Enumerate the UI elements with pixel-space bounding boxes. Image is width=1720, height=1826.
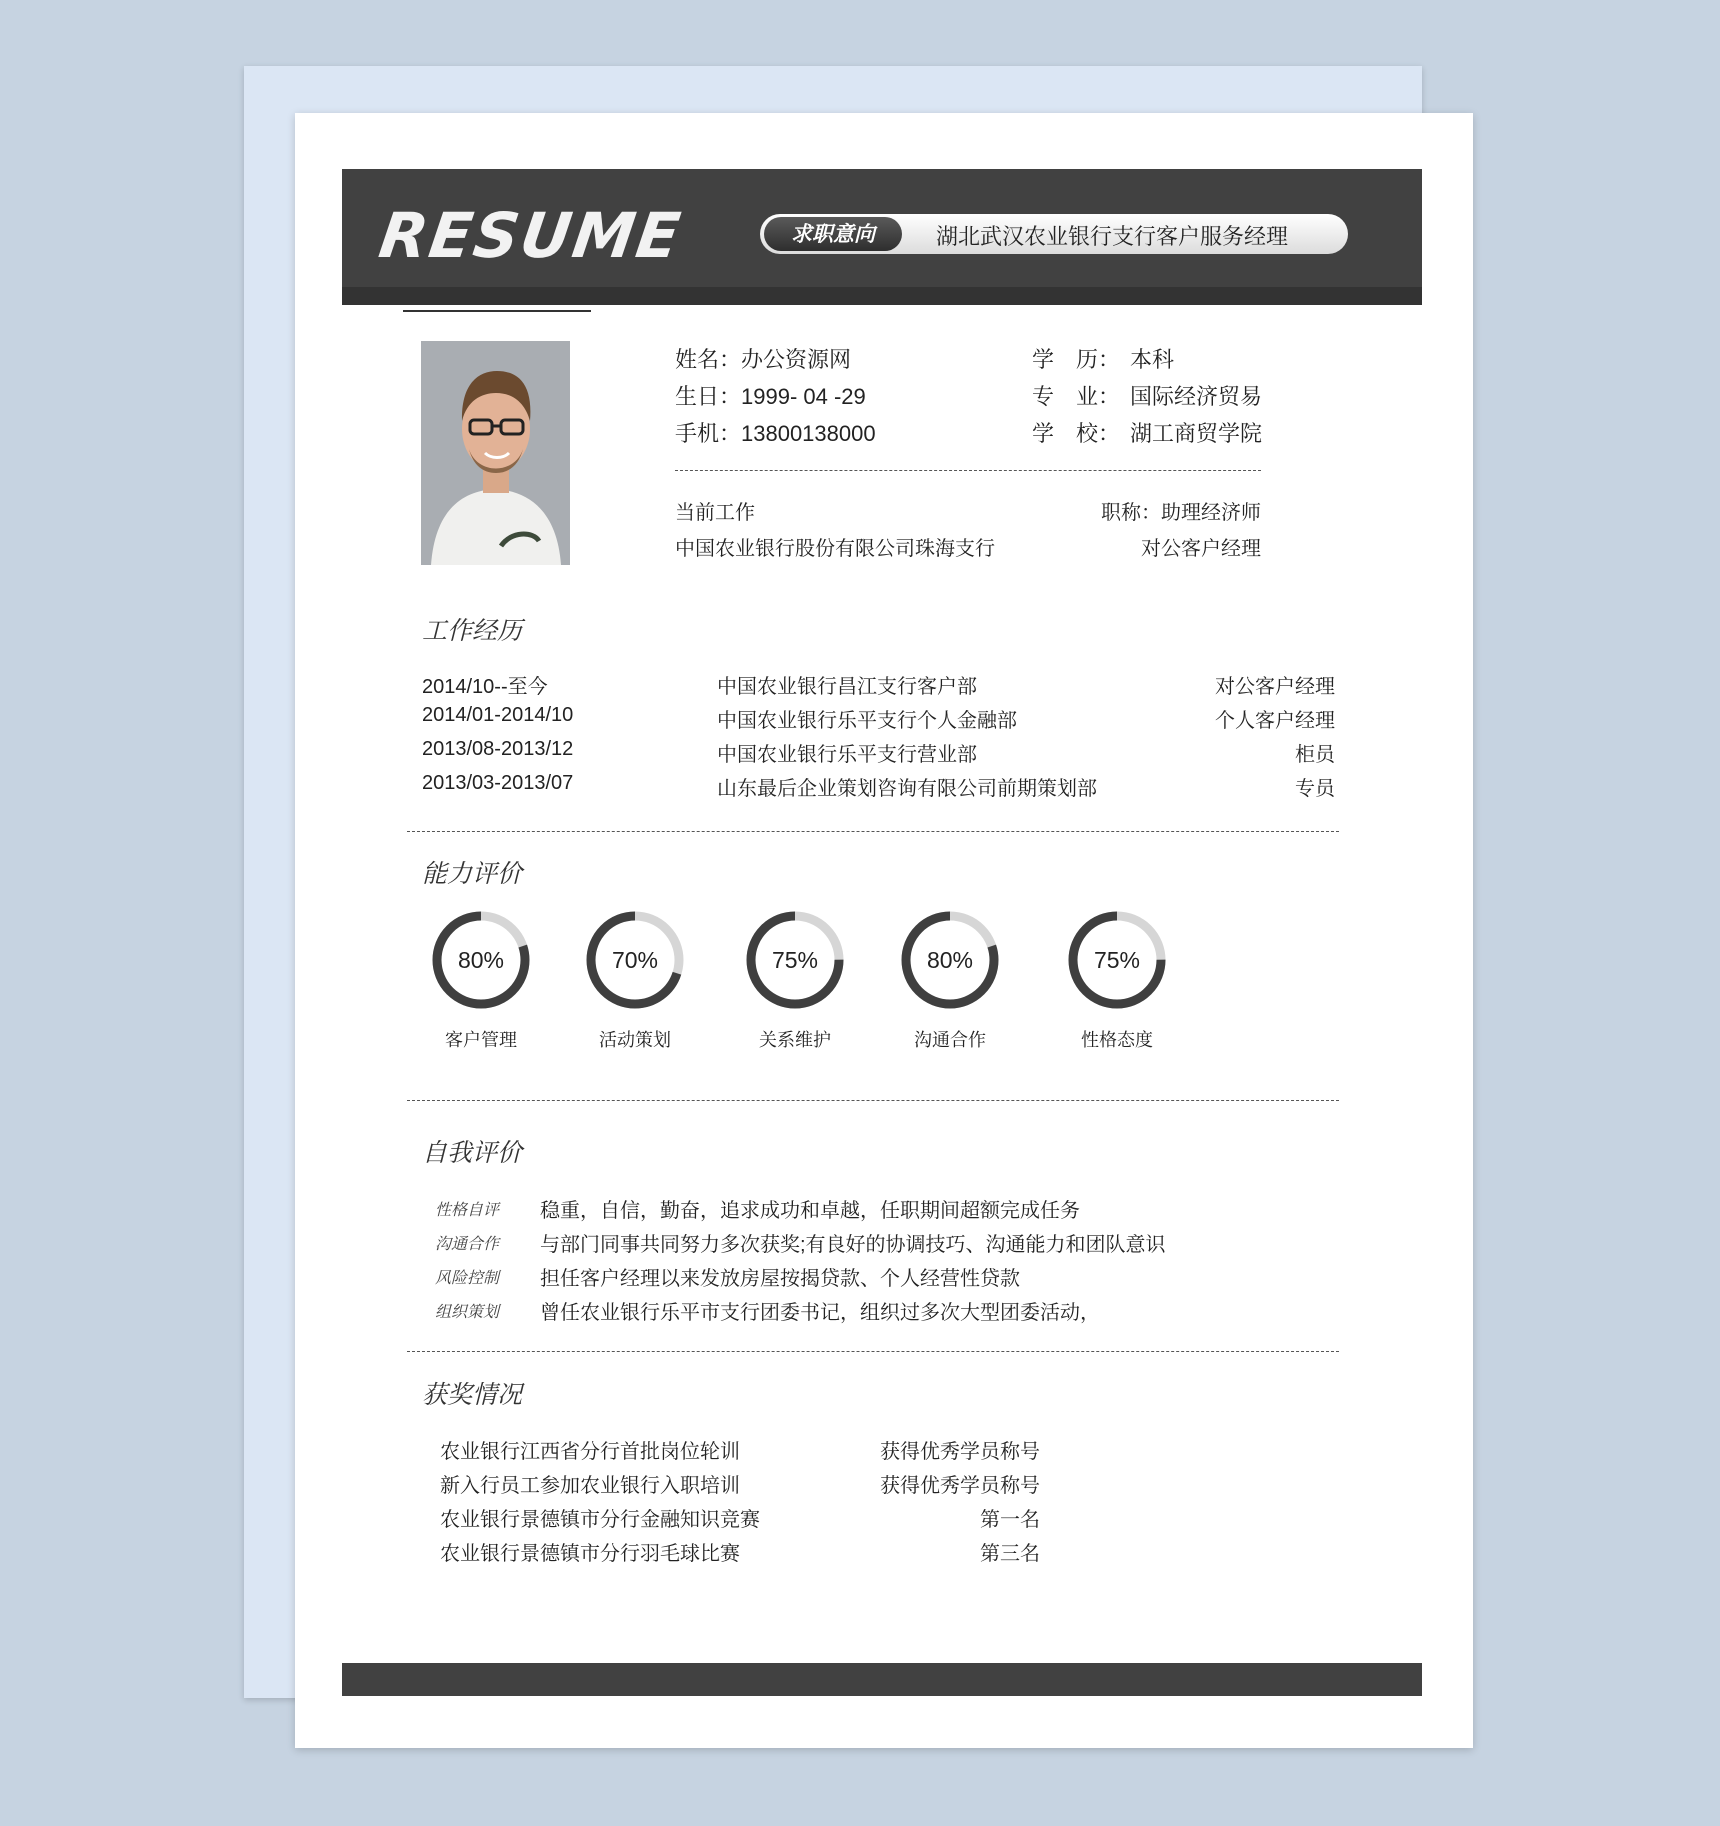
header-band [342, 169, 1422, 305]
current-job-label: 当前工作 [675, 502, 755, 524]
resume-title: RESUME [374, 199, 687, 272]
skill-percent: 70% [611, 947, 659, 973]
award-name: 农业银行景德镇市分行金融知识竞赛 [440, 1509, 760, 1531]
award-result: 获得优秀学员称号 [880, 1441, 1040, 1463]
award-result: 获得优秀学员称号 [880, 1475, 1040, 1497]
skill-percent: 80% [926, 947, 974, 973]
skill-label: 沟通合作 [914, 1030, 986, 1051]
self-eval-section-title: 自我评价 [422, 1138, 523, 1167]
major-value: 国际经济贸易 [1130, 384, 1263, 409]
work-period: 2013/08-2013/12 [422, 738, 574, 760]
eval-value: 曾任农业银行乐平市支行团委书记，组织过多次大型团委活动， [540, 1302, 1100, 1324]
section-divider [407, 1100, 1339, 1101]
work-period: 2014/10--至今 [422, 676, 548, 698]
education-label: 学 历： [1032, 347, 1121, 372]
work-org: 中国农业银行乐平支行个人金融部 [717, 710, 1017, 732]
work-role: 个人客户经理 [1215, 710, 1335, 732]
work-role: 柜员 [1295, 744, 1335, 766]
eval-key: 组织策划 [435, 1302, 500, 1321]
awards-section-title: 获奖情况 [422, 1380, 523, 1409]
current-company: 中国农业银行股份有限公司珠海支行 [675, 538, 995, 560]
award-name: 新入行员工参加农业银行入职培训 [440, 1475, 740, 1497]
work-period: 2014/01-2014/10 [422, 704, 574, 726]
header-stripe [342, 287, 1422, 305]
skill-gauge [580, 908, 690, 1052]
skill-ring [1065, 908, 1169, 1012]
award-name: 农业银行景德镇市分行羽毛球比赛 [440, 1543, 740, 1565]
header-underline [403, 310, 591, 312]
work-org: 山东最后企业策划咨询有限公司前期策划部 [717, 778, 1097, 800]
work-role: 专员 [1295, 778, 1335, 800]
skill-gauge [895, 908, 1005, 1052]
major-label: 专 业： [1032, 384, 1121, 409]
award-result: 第一名 [980, 1509, 1040, 1531]
skill-gauge [1062, 908, 1172, 1052]
award-name: 农业银行江西省分行首批岗位轮训 [440, 1441, 740, 1463]
school-value: 湖工商贸学院 [1130, 421, 1263, 446]
person-portrait-icon [421, 341, 570, 565]
skill-label: 客户管理 [445, 1030, 517, 1051]
footer-band [342, 1663, 1422, 1696]
job-title-field: 职称：助理经济师 [1101, 502, 1261, 524]
eval-value: 与部门同事共同努力多次获奖;有良好的协调技巧、沟通能力和团队意识 [540, 1234, 1166, 1256]
phone-field: 手机：13800138000 [675, 421, 876, 446]
work-section-title: 工作经历 [422, 616, 523, 645]
job-intent-pill [760, 214, 1348, 254]
section-divider [407, 1351, 1339, 1352]
skill-ring [429, 908, 533, 1012]
eval-key: 性格自评 [435, 1200, 500, 1219]
skill-gauge [740, 908, 850, 1052]
work-period: 2013/03-2013/07 [422, 772, 574, 794]
work-role: 对公客户经理 [1215, 676, 1335, 698]
eval-value: 稳重，自信，勤奋，追求成功和卓越，任职期间超额完成任务 [540, 1200, 1080, 1222]
skill-gauge [426, 908, 536, 1052]
work-org: 中国农业银行乐平支行营业部 [717, 744, 977, 766]
section-divider [407, 831, 1339, 832]
education-value: 本科 [1130, 347, 1175, 372]
resume-sheet [295, 113, 1473, 1748]
award-result: 第三名 [980, 1543, 1040, 1565]
skill-ring [583, 908, 687, 1012]
skill-percent: 80% [457, 947, 505, 973]
job-intent-tag: 求职意向 [764, 217, 902, 251]
school-label: 学 校： [1032, 421, 1121, 446]
skill-percent: 75% [771, 947, 819, 973]
eval-key: 风险控制 [435, 1268, 500, 1287]
info-divider [675, 470, 1261, 471]
eval-value: 担任客户经理以来发放房屋按揭贷款、个人经营性贷款 [540, 1268, 1020, 1290]
current-position: 对公客户经理 [1141, 538, 1261, 560]
skill-label: 活动策划 [599, 1030, 671, 1051]
eval-key: 沟通合作 [435, 1234, 500, 1253]
skill-percent: 75% [1093, 947, 1141, 973]
birthday-field: 生日：1999- 04 -29 [675, 384, 866, 409]
work-org: 中国农业银行昌江支行客户部 [717, 676, 977, 698]
name-field: 姓名：办公资源网 [675, 347, 852, 372]
skill-ring [898, 908, 1002, 1012]
job-intent-text: 湖北武汉农业银行支行客户服务经理 [936, 224, 1289, 249]
skill-ring [743, 908, 847, 1012]
profile-photo [421, 341, 570, 565]
skills-section-title: 能力评价 [422, 859, 523, 888]
skill-label: 关系维护 [759, 1030, 831, 1051]
skill-label: 性格态度 [1081, 1030, 1153, 1051]
